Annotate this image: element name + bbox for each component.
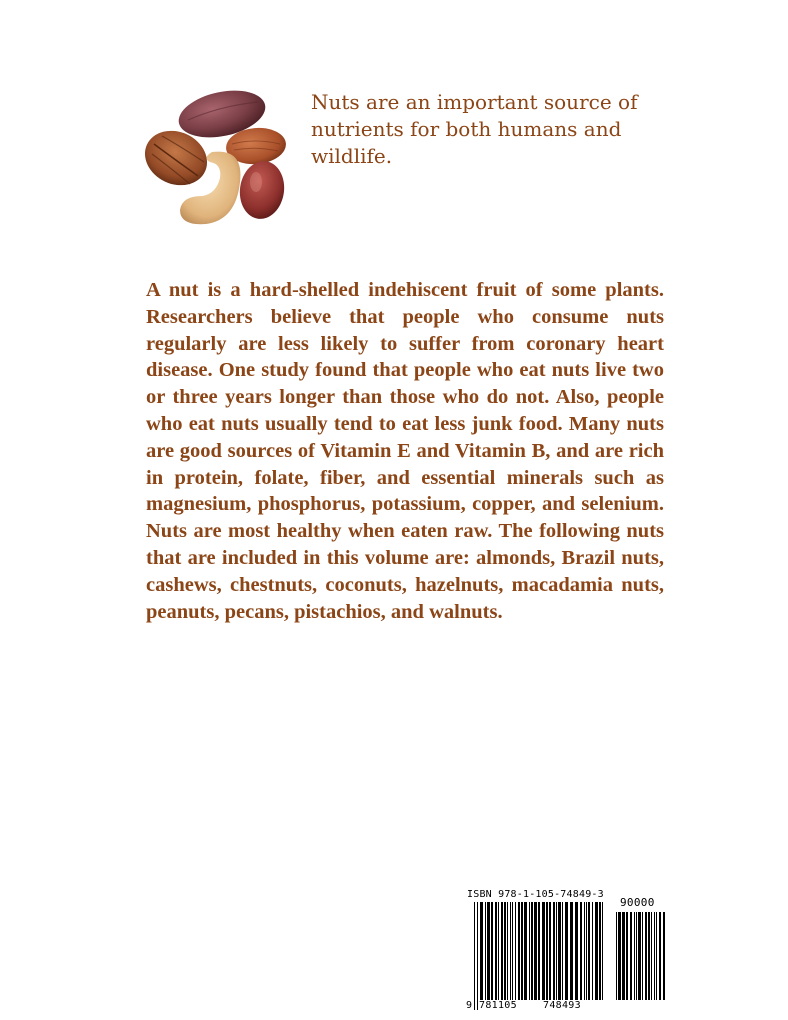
barcode-right-digits: 748493 (543, 1000, 581, 1011)
peanut (236, 158, 288, 222)
description-paragraph: A nut is a hard-shelled indehiscent fruit of some plants. Researchers believe that people who consume nuts regularly are less likely to suffer from coronary heart disease. One study found that people who eat nuts live two or three years longer than those who do not. Also, people who eat nuts usually tend to eat less junk food. Many nuts are good sources of Vitamin E and Vitamin B, and are rich in protein, folate, fiber, and essential minerals such as magnesium, phosphorus, potassium, copper, and selenium. Nuts are most healthy when eaten raw. The following nuts that are included in this volume are: almonds, Brazil nuts, cashews, chestnuts, coconuts, hazelnuts, macadamia nuts, peanuts, pecans, pistachios, and walnuts. (146, 279, 664, 623)
isbn-label: ISBN 978-1-105-74849-3 (467, 889, 604, 900)
tagline: Nuts are an important source of nutrients for both humans and wildlife. (311, 90, 638, 168)
isbn-barcode (462, 888, 673, 1015)
barcode-left-digits: 781105 (479, 1000, 517, 1011)
barcode-first-digit: 9 (466, 1000, 473, 1011)
mixed-nuts-image (140, 86, 295, 231)
price-code: 90000 (620, 896, 655, 909)
